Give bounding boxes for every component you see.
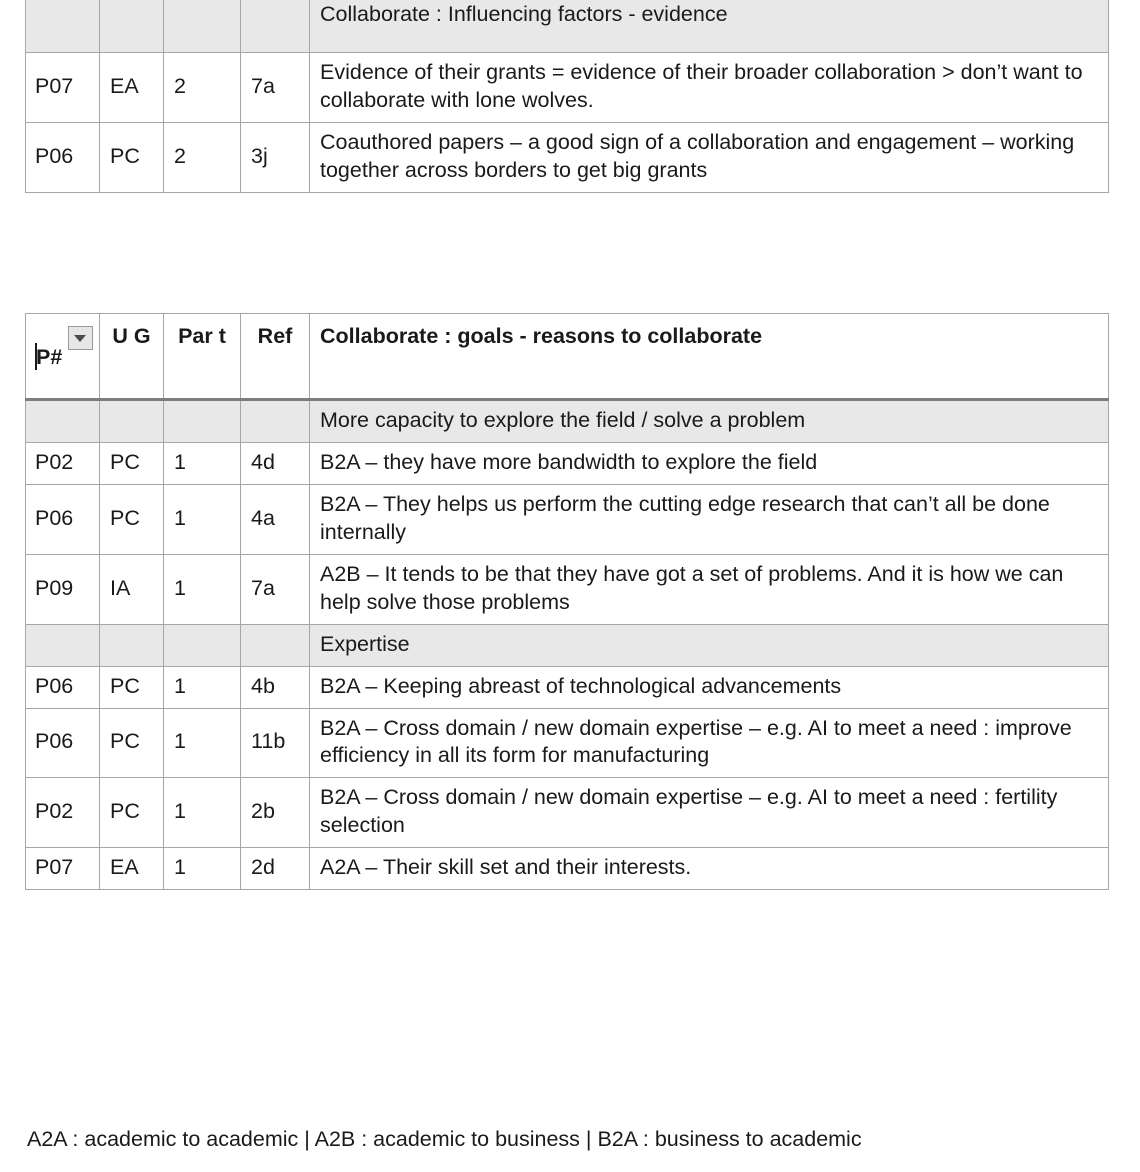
cell-text: B2A – They helps us perform the cutting edge research that can’t all be done internally [310,484,1109,554]
cell-ug: PC [100,122,164,192]
cell-ref: 7a [241,53,310,123]
cell-ug: PC [100,778,164,848]
spacer-cell [164,624,241,666]
cell-pnum: P06 [26,122,100,192]
column-header-part[interactable]: Par t [164,314,241,400]
cell-ug: PC [100,484,164,554]
spacer-cell [164,400,241,443]
group-band-label: Expertise [310,624,1109,666]
table-row [26,442,1109,484]
evidence-table-title: Collaborate : Influencing factors - evidence [310,0,1109,53]
table-row [26,778,1109,848]
table-row [26,554,1109,624]
cell-ref: 4b [241,666,310,708]
table-row [26,708,1109,778]
cell-ug: PC [100,666,164,708]
cell-ref: 7a [241,554,310,624]
cell-ug: EA [100,53,164,123]
evidence-table-container [0,0,1109,193]
chevron-down-icon[interactable] [68,326,93,350]
cell-part: 2 [164,53,241,123]
spacer-cell [26,400,100,443]
cell-text: Coauthored papers – a good sign of a collaboration and engagement – working together across borders to get big grants [310,122,1109,192]
cell-part: 1 [164,554,241,624]
column-header-ref[interactable]: Ref [241,314,310,400]
cell-ug: PC [100,708,164,778]
cell-pnum: P06 [26,666,100,708]
column-header-pnum-label: P# [36,344,63,369]
group-band-row [26,624,1109,666]
table-row [26,53,1109,123]
goals-table [25,313,1109,890]
cell-pnum: P09 [26,554,100,624]
cell-part: 1 [164,708,241,778]
cell-text: B2A – Keeping abreast of technological advancements [310,666,1109,708]
spacer-cell [26,0,100,53]
pnum-header-inner [35,343,62,372]
cell-text: B2A – Cross domain / new domain expertise – e.g. AI to meet a need : improve efficiency in all its form for manufacturing [310,708,1109,778]
spacer-cell [100,624,164,666]
spacer-cell [241,400,310,443]
spacer-cell [241,624,310,666]
spacer-cell [100,400,164,443]
table-row [26,484,1109,554]
chevron-down-glyph [74,335,86,342]
cell-ref: 3j [241,122,310,192]
cell-part: 1 [164,442,241,484]
column-header-title[interactable]: Collaborate : goals - reasons to collaborate [310,314,1109,400]
column-header-pnum[interactable] [26,314,100,400]
cell-pnum: P06 [26,708,100,778]
cell-pnum: P02 [26,442,100,484]
cell-pnum: P07 [26,848,100,890]
group-band-row [26,400,1109,443]
legend-text: A2A : academic to academic | A2B : academic to business | B2A : business to academic [27,1127,862,1151]
cell-ref: 11b [241,708,310,778]
cell-part: 1 [164,666,241,708]
column-header-ug[interactable]: U G [100,314,164,400]
cell-part: 2 [164,122,241,192]
cell-ref: 2b [241,778,310,848]
spacer-cell [100,0,164,53]
cell-ref: 2d [241,848,310,890]
cell-text: B2A – they have more bandwidth to explore the field [310,442,1109,484]
cell-text: B2A – Cross domain / new domain expertise – e.g. AI to meet a need : fertility selection [310,778,1109,848]
cell-text: Evidence of their grants = evidence of their broader collaboration > don’t want to collaborate with lone wolves. [310,53,1109,123]
cell-text: A2B – It tends to be that they have got a set of problems. And it is how we can help solve those problems [310,554,1109,624]
table-row [26,666,1109,708]
goals-table-header-row [26,314,1109,400]
cell-part: 1 [164,484,241,554]
goals-table-container [0,313,1109,890]
spacer-cell [241,0,310,53]
cell-ref: 4d [241,442,310,484]
cell-ug: IA [100,554,164,624]
cell-pnum: P06 [26,484,100,554]
cell-part: 1 [164,778,241,848]
cell-pnum: P07 [26,53,100,123]
cell-ref: 4a [241,484,310,554]
evidence-table-title-row [26,0,1109,53]
spacer-cell [26,624,100,666]
evidence-table [25,0,1109,193]
cell-ug: PC [100,442,164,484]
cell-part: 1 [164,848,241,890]
group-band-label: More capacity to explore the field / solve a problem [310,400,1109,443]
cell-ug: EA [100,848,164,890]
cell-text: A2A – Their skill set and their interests. [310,848,1109,890]
table-row [26,848,1109,890]
cell-pnum: P02 [26,778,100,848]
table-row [26,122,1109,192]
spacer-cell [164,0,241,53]
